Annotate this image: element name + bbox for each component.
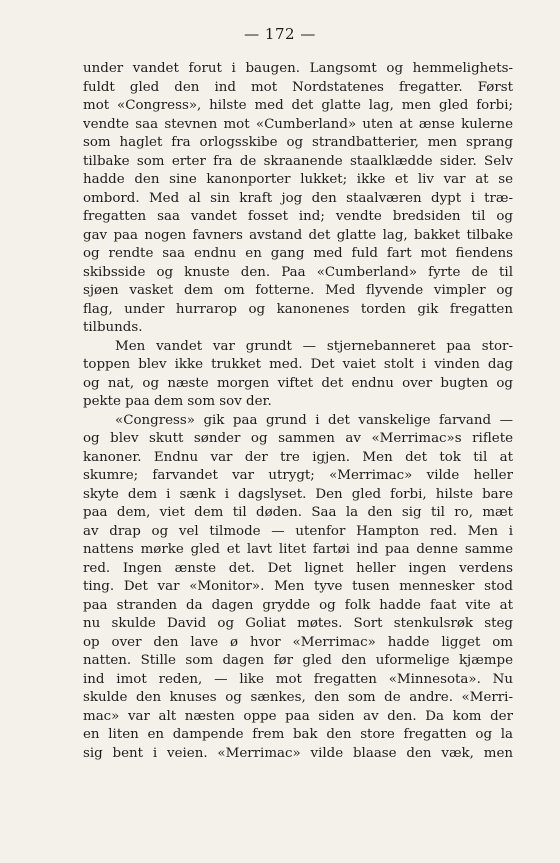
text-line: mac» var alt næsten oppe paa siden av den. Da kom der [83,708,513,724]
text-line: nu skulde David og Goliat møtes. Sort stenkulsrøk steg [83,616,513,631]
text-line: av drap og vel tilmode — utenfor Hampton red. Men i [83,523,513,539]
text-line: vendte saa stevnen mot «Cumberland» uten at ænse kulerne [83,116,513,132]
text-line: skulde den knuses og sænkes, den som de andre. «Merri- [83,690,513,705]
text-line: skumre; farvandet var utrygt; «Merrimac» vilde heller [83,468,513,483]
text-line: hadde den sine kanonporter lukket; ikke et liv var at se [83,172,513,187]
text-line: natten. Stille som dagen før gled den uformelige kjæmpe [83,653,513,668]
text-line: Men vandet var grundt — stjernebanneret paa stor- [115,338,513,354]
text-line: skyte dem i sænk i dagslyset. Den gled forbi, hilste bare [83,486,513,502]
body-text [83,60,513,763]
text-line: op over den lave ø hvor «Merrimac» hadde ligget om [83,634,513,650]
text-line: skibsside og knuste den. Paa «Cumberland» fyrte de til [83,264,513,280]
text-line: «Congress» gik paa grund i det vanskelige farvand — [115,412,513,428]
text-line: fregatten saa vandet fosset ind; vendte bredsiden til og [83,209,513,224]
text-line: ting. Det var «Monitor». Men tyve tusen mennesker stod [83,579,513,594]
text-line: fuldt gled den ind mot Nordstatenes fregatter. Først [83,79,513,95]
text-line: paa dem, viet dem til døden. Saa la den sig til ro, mæt [83,505,513,520]
text-line: nattens mørke gled et lavt litet fartøi ind paa denne samme [83,542,513,557]
page-number: — 172 — [244,25,316,43]
text-line: toppen blev ikke trukket med. Det vaiet stolt i vinden dag [83,357,513,372]
text-line: under vandet forut i baugen. Langsomt og hemmelighets- [83,61,513,76]
text-line: flag, under hurrarop og kanonenes torden gik fregatten [83,301,513,317]
text-line: tilbake som erter fra de skraanende staalklædde sider. Selv [83,153,513,169]
text-line: kanoner. Endnu var der tre igjen. Men det tok til at [83,449,513,465]
text-line: red. Ingen ænste det. Det lignet heller ingen verdens [83,560,513,576]
text-line: tilbunds. [83,320,143,335]
paragraph [83,60,513,338]
text-line: og nat, og næste morgen viftet det endnu over bugten og [83,375,513,391]
paragraph [83,412,513,764]
text-line: en liten en dampende frem bak den store fregatten og la [83,727,513,742]
text-line: mot «Congress», hilste med det glatte lag, men gled forbi; [83,98,513,113]
text-line: ombord. Med al sin kraft jog den staalværen dypt i træ- [83,190,513,206]
text-line: som haglet fra orlogsskibe og strandbatterier, men sprang [83,135,513,150]
text-line: sig bent i veien. «Merrimac» vilde blaase den væk, men [83,745,513,761]
text-line: og rendte saa endnu en gang med fuld fart mot fiendens [83,246,513,261]
text-line: ind imot reden, — like mot fregatten «Minnesota». Nu [83,671,513,687]
paragraph [83,338,513,412]
text-line: paa stranden da dagen grydde og folk hadde faat vite at [83,597,513,613]
text-line: gav paa nogen favners avstand det glatte lag, bakket tilbake [83,227,513,243]
text-line: pekte paa dem som sov der. [83,394,272,409]
text-line: sjøen vasket dem om fotterne. Med flyvende vimpler og [83,283,513,298]
text-line: og blev skutt sønder og sammen av «Merrimac»s riflete [83,431,513,446]
